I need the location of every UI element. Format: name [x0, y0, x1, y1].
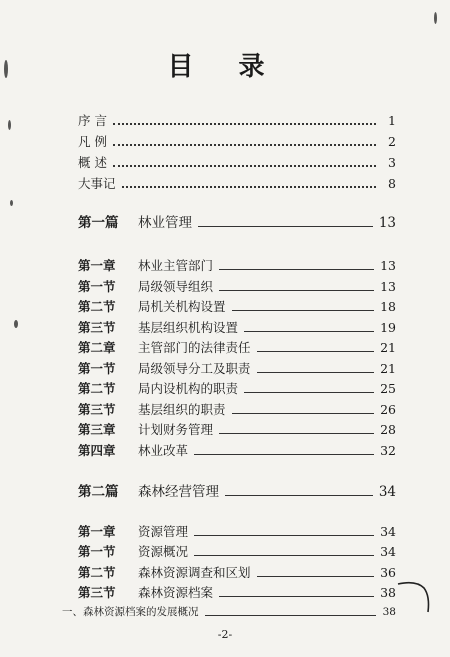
line-leader [257, 372, 375, 373]
toc-page-number: 21 [380, 361, 396, 376]
dot-leader [122, 186, 376, 188]
toc-label: 序 言 [78, 113, 107, 128]
toc-label: 凡 例 [78, 134, 107, 149]
toc-label: 局内设机构的职责 [138, 381, 239, 396]
toc-entry[interactable] [78, 381, 396, 397]
toc-page-number: 13 [378, 215, 396, 231]
toc-section-number: 第二节 [78, 565, 116, 580]
toc-page-number: 34 [380, 524, 396, 539]
toc-label: 一、森林资源档案的发展概况 [62, 606, 199, 618]
toc-entry-conventions[interactable] [78, 134, 396, 150]
line-leader [219, 596, 374, 597]
toc-page-number: 26 [380, 402, 396, 417]
toc-entry-preface[interactable] [78, 113, 396, 129]
toc-label: 基层组织的职责 [138, 402, 226, 417]
line-leader [194, 454, 374, 455]
toc-page-number: 25 [380, 381, 396, 396]
toc-page-number: 34 [380, 544, 396, 559]
toc-entry-chronicle[interactable] [78, 176, 396, 192]
toc-label: 局级领导分工及职责 [138, 361, 251, 376]
scan-speck [8, 120, 11, 130]
toc-entry[interactable] [78, 422, 396, 438]
toc-page-number: 32 [380, 443, 396, 458]
toc-section-number: 第一节 [78, 544, 116, 559]
line-leader [244, 331, 374, 332]
toc-chapter-number: 第一章 [78, 258, 116, 273]
toc-entry[interactable] [78, 299, 396, 315]
toc-section-number: 第三节 [78, 402, 116, 417]
toc-label: 林业管理 [138, 215, 192, 231]
line-leader [198, 226, 373, 227]
toc-section-number: 第一节 [78, 279, 116, 294]
toc-section-number: 第一节 [78, 361, 116, 376]
toc-page-number: 3 [388, 155, 396, 170]
toc-page-number: 1 [388, 113, 396, 128]
toc-entry[interactable] [78, 544, 396, 560]
toc-label: 林业改革 [138, 443, 189, 458]
toc-part-1[interactable] [78, 215, 396, 231]
toc-entry[interactable] [78, 565, 396, 581]
toc-chapter-number: 第一章 [78, 524, 116, 539]
toc-label: 林业主管部门 [138, 258, 214, 273]
pen-stroke-mark [396, 578, 436, 614]
dot-leader [113, 165, 376, 167]
toc-section-number: 第二节 [78, 299, 116, 314]
toc-chapter-number: 第四章 [78, 443, 116, 458]
toc-chapter-number: 第二章 [78, 340, 116, 355]
toc-chapter-number: 第三章 [78, 422, 116, 437]
scan-speck [10, 200, 13, 206]
line-leader [194, 555, 374, 556]
toc-label: 资源管理 [138, 524, 189, 539]
dot-leader [113, 144, 376, 146]
toc-entry[interactable] [78, 340, 396, 356]
toc-label: 基层组织机构设置 [138, 320, 239, 335]
toc-label: 主管部门的法律责任 [138, 340, 251, 355]
toc-page-number: 21 [380, 340, 396, 355]
toc-entry-overview[interactable] [78, 155, 396, 171]
scan-speck [14, 320, 18, 328]
toc-label: 森林资源档案 [138, 585, 214, 600]
toc-section-number: 第二节 [78, 381, 116, 396]
line-leader [194, 535, 374, 536]
scan-speck [4, 60, 8, 78]
toc-page-number: 18 [380, 299, 396, 314]
toc-page-number: 19 [380, 320, 396, 335]
line-leader [244, 392, 374, 393]
toc-page-number: 38 [382, 606, 396, 618]
page-title: 目 录 [167, 52, 283, 82]
toc-section-number: 第三节 [78, 585, 116, 600]
toc-page-number: 8 [388, 176, 396, 191]
line-leader [232, 310, 375, 311]
toc-entry[interactable] [78, 402, 396, 418]
toc-label: 森林经营管理 [138, 484, 219, 500]
toc-entry[interactable] [78, 524, 396, 540]
toc-page-number: 38 [380, 585, 396, 600]
toc-label: 计划财务管理 [138, 422, 214, 437]
toc-label: 局级领导组织 [138, 279, 214, 294]
toc-label: 局机关机构设置 [138, 299, 226, 314]
scan-speck [434, 12, 437, 24]
toc-part-2[interactable] [78, 484, 396, 500]
line-leader [257, 576, 375, 577]
toc-part-number: 第二篇 [78, 484, 119, 500]
toc-label: 大事记 [78, 176, 116, 191]
dot-leader [113, 123, 376, 125]
toc-page-number: 13 [380, 279, 396, 294]
toc-entry[interactable] [78, 361, 396, 377]
line-leader [205, 615, 377, 616]
toc-label: 概 述 [78, 155, 107, 170]
toc-subentry[interactable] [62, 604, 396, 620]
toc-page-number: 13 [380, 258, 396, 273]
toc-page-number: 2 [388, 134, 396, 149]
toc-part-number: 第一篇 [78, 215, 119, 231]
toc-page-number: 36 [380, 565, 396, 580]
toc-page-number: 28 [380, 422, 396, 437]
line-leader [219, 290, 374, 291]
toc-entry[interactable] [78, 585, 396, 601]
page-number-footer: -2- [217, 628, 233, 641]
toc-section-number: 第三节 [78, 320, 116, 335]
toc-page-number: 34 [378, 484, 396, 500]
toc-label: 资源概况 [138, 544, 189, 559]
line-leader [257, 351, 375, 352]
line-leader [232, 413, 375, 414]
toc-entry[interactable] [78, 258, 396, 274]
toc-entry[interactable] [78, 320, 396, 336]
line-leader [219, 433, 374, 434]
toc-entry[interactable] [78, 279, 396, 295]
line-leader [225, 495, 373, 496]
toc-entry[interactable] [78, 443, 396, 459]
toc-label: 森林资源调查和区划 [138, 565, 251, 580]
line-leader [219, 269, 374, 270]
